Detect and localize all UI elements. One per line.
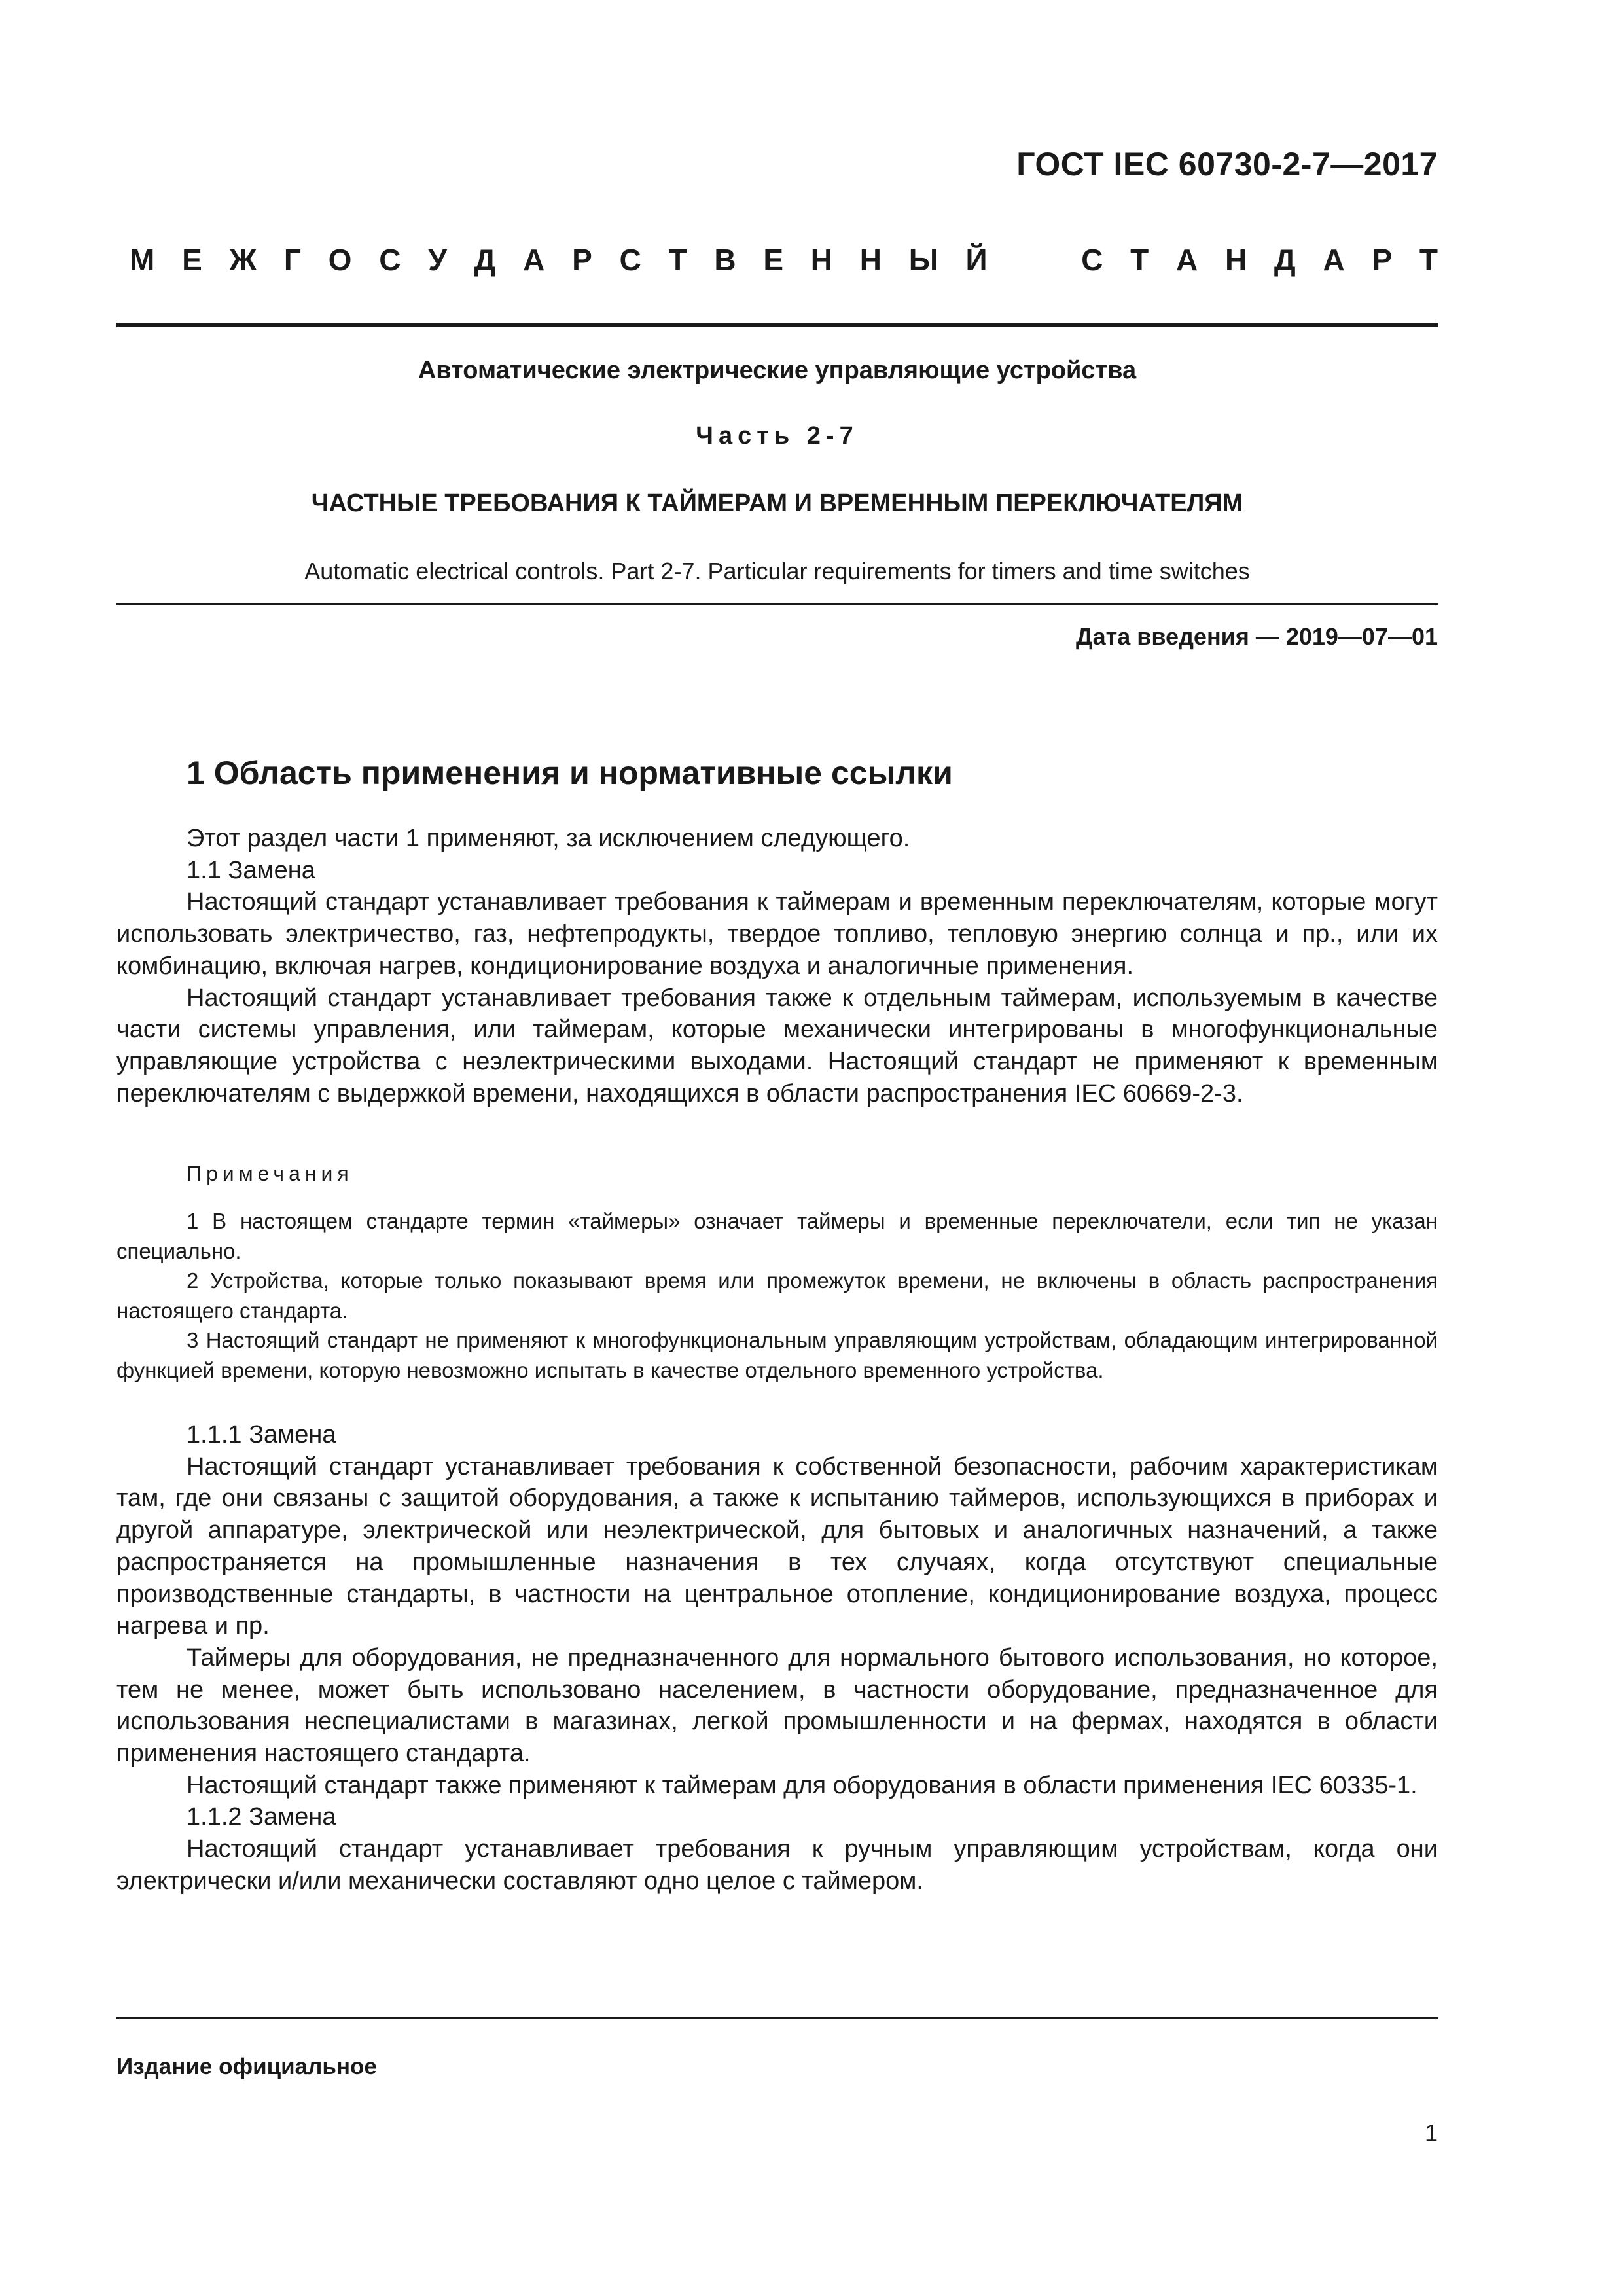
section-1-1-1-paragraph: Таймеры для оборудования, не предназначенного для нормального бытового использования, но которое, тем не менее, может быть использовано населением, в частности оборудование, предназначенное для использования неспециалистами в магазинах, легкой промышленности и на фермах, находятся в области применения настоящего стандарта. bbox=[116, 1643, 1438, 1768]
interstate-letter: Д bbox=[1274, 243, 1296, 277]
notes-title: Примечания bbox=[187, 1162, 353, 1185]
interstate-letter: Р bbox=[1372, 243, 1393, 277]
standard-designation: ГОСТ IEC 60730-2-7—2017 bbox=[1016, 146, 1438, 183]
note-item: 1 В настоящем стандарте термин «таймеры» означает таймеры и временные переключатели, если тип не указан специально. bbox=[116, 1209, 1438, 1263]
interstate-letter: Н bbox=[1224, 243, 1247, 277]
interstate-letter: Т bbox=[668, 243, 687, 277]
note-item: 2 Устройства, которые только показывают время или промежуток времени, не включены в область распространения настоящего стандарта. bbox=[116, 1268, 1438, 1323]
interstate-letter: А bbox=[1323, 243, 1345, 277]
section-1-heading: 1 Область применения и нормативные ссылки bbox=[187, 755, 953, 791]
interstate-letter: Н bbox=[810, 243, 833, 277]
interstate-letter: Т bbox=[1419, 243, 1438, 277]
section-1-1-1-body bbox=[116, 1419, 1438, 1897]
interstate-letter: Е bbox=[182, 243, 202, 277]
interstate-letter: Й bbox=[965, 243, 988, 277]
interstate-letter: Р bbox=[572, 243, 592, 277]
interstate-letter: Н bbox=[859, 243, 882, 277]
document-part: Часть 2-7 bbox=[696, 422, 859, 450]
interstate-letter: У bbox=[428, 243, 447, 277]
interstate-letter: А bbox=[1175, 243, 1198, 277]
title-rule bbox=[116, 603, 1438, 605]
introduction-date: Дата введения — 2019—07—01 bbox=[1075, 623, 1438, 650]
interstate-standard-heading bbox=[130, 242, 1438, 278]
note-item: 3 Настоящий стандарт не применяют к многофункциональным управляющим устройствам, обладающим интегрированной функцией времени, которую невозможно испытать в качестве отдельного временного устройства. bbox=[116, 1328, 1438, 1382]
section-1-body bbox=[116, 823, 1438, 1109]
footer-rule bbox=[116, 2017, 1438, 2019]
interstate-letter: А bbox=[523, 243, 545, 277]
section-1-1-1-paragraph: Настоящий стандарт также применяют к таймерам для оборудования в области применения IEC 60335-1. bbox=[187, 1771, 1418, 1799]
interstate-letter: М bbox=[130, 243, 155, 277]
section-1-paragraph: Этот раздел части 1 применяют, за исключением следующего. bbox=[187, 825, 910, 852]
english-title: Automatic electrical controls. Part 2-7. Particular requirements for timers and time switches bbox=[304, 558, 1250, 584]
official-edition-label: Издание официальное bbox=[116, 2054, 377, 2079]
interstate-letter: Ы bbox=[908, 243, 938, 277]
interstate-letter: Т bbox=[1130, 243, 1149, 277]
word-gap bbox=[1014, 242, 1054, 278]
section-1-paragraph: Настоящий стандарт устанавливает требования также к отдельным таймерам, используемым в качестве части системы управления, или таймерам, которые механически интегрированы в многофункциональные управляющие устройства с неэлектрическими выходами. Настоящий стандарт не применяют к временным переключателям с выдержкой времени, находящихся в области распространения IEC 60669-2-3. bbox=[116, 984, 1438, 1107]
clause-1-1-heading: 1.1 Замена bbox=[187, 856, 315, 884]
clause-1-1-1-heading: 1.1.1 Замена bbox=[187, 1421, 336, 1448]
interstate-letter: С bbox=[1081, 243, 1103, 277]
section-1-1-1-paragraph: Настоящий стандарт устанавливает требования к собственной безопасности, рабочим характеристикам там, где они связаны с защитой оборудования, а также к испытанию таймеров, использующихся в приборах и другой аппаратуре, электрической или неэлектрической, для бытовых и аналогичных назначений, а также распространяется на промышленные назначения в тех случаях, когда отсутствуют специальные производственные стандарты, в частности на центральное отопление, кондиционирование воздуха, процесс нагрева и пр. bbox=[116, 1452, 1438, 1640]
clause-1-1-2-heading: 1.1.2 Замена bbox=[187, 1803, 336, 1831]
interstate-letter: С bbox=[619, 243, 641, 277]
section-1-1-2-paragraph: Настоящий стандарт устанавливает требования к ручным управляющим устройствам, когда они электрически и/или механически составляют одно целое с таймером. bbox=[116, 1835, 1438, 1895]
interstate-letter: Ж bbox=[229, 243, 257, 277]
interstate-letter: В bbox=[714, 243, 736, 277]
document-title: Автоматические электрические управляющие устройства bbox=[418, 357, 1137, 384]
interstate-letter: Д bbox=[474, 243, 496, 277]
interstate-letter: Е bbox=[763, 243, 784, 277]
notes-block bbox=[116, 1206, 1438, 1385]
section-1-paragraph: Настоящий стандарт устанавливает требования к таймерам и временным переключателям, которые могут использовать электричество, газ, нефтепродукты, твердое топливо, тепловую энергию солнца и пр., или их комбинацию, включая нагрев, кондиционирование воздуха и аналогичные применения. bbox=[116, 888, 1438, 980]
interstate-letter: С bbox=[379, 243, 401, 277]
interstate-letter: Г bbox=[283, 243, 301, 277]
page-number: 1 bbox=[1424, 2119, 1438, 2146]
document-subtitle: ЧАСТНЫЕ ТРЕБОВАНИЯ К ТАЙМЕРАМ И ВРЕМЕННЫМ ПЕРЕКЛЮЧАТЕЛЯМ bbox=[311, 490, 1243, 517]
header-rule bbox=[116, 323, 1438, 327]
interstate-letter: О bbox=[328, 243, 352, 277]
